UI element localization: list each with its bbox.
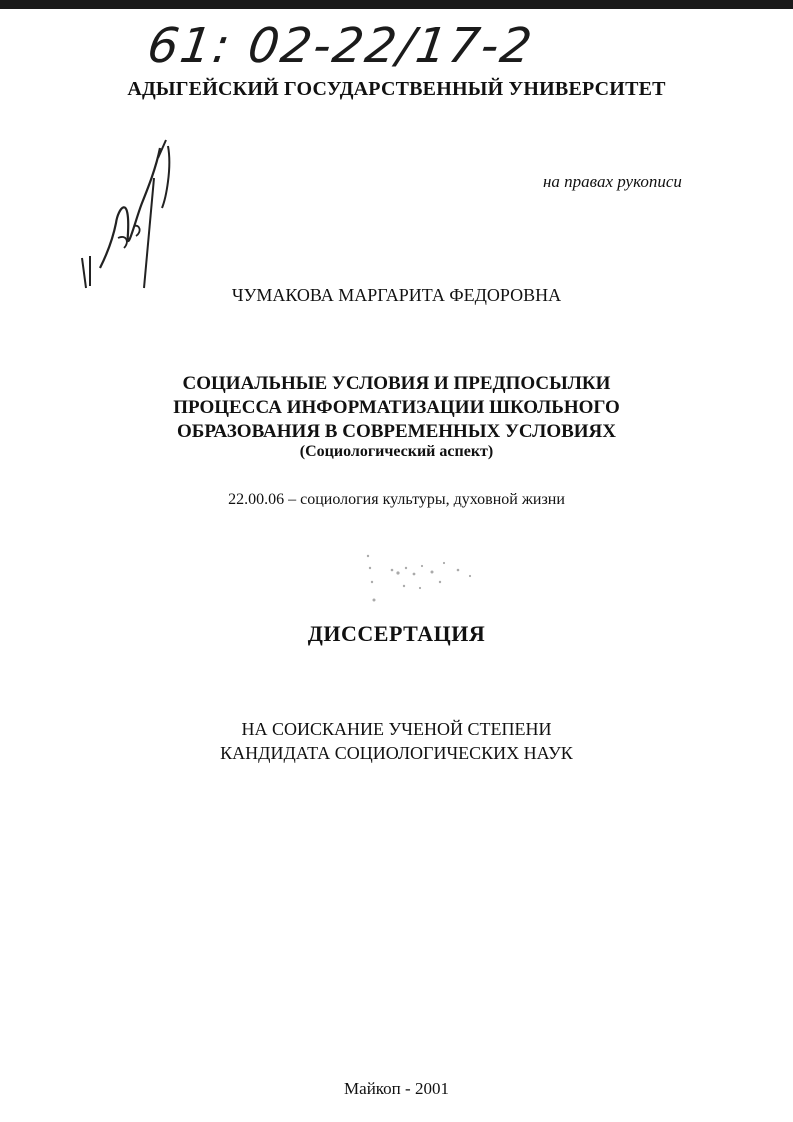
specialty-code: 22.00.06 – социология культуры, духовной жизни: [228, 491, 565, 508]
title-line: ПРОЦЕССА ИНФОРМАТИЗАЦИИ ШКОЛЬНОГО: [173, 397, 620, 418]
document-type: ДИССЕРТАЦИЯ: [307, 621, 486, 646]
city-year: Майкоп - 2001: [344, 1079, 449, 1098]
title-line: СОЦИАЛЬНЫЕ УСЛОВИЯ И ПРЕДПОСЫЛКИ: [182, 373, 611, 394]
dissertation-subtitle: (Социологический аспект): [299, 443, 494, 460]
faded-stamp-mark: [362, 548, 502, 608]
degree-line: НА СОИСКАНИЕ УЧЕНОЙ СТЕПЕНИ: [241, 719, 552, 739]
manuscript-rights-note: на правах рукописи: [543, 172, 682, 191]
university-name: АДЫГЕЙСКИЙ ГОСУДАРСТВЕННЫЙ УНИВЕРСИТЕТ: [127, 78, 666, 100]
scan-top-border: [0, 0, 793, 9]
handwritten-signature: [70, 138, 190, 298]
title-line: ОБРАЗОВАНИЯ В СОВРЕМЕННЫХ УСЛОВИЯХ: [177, 421, 616, 442]
degree-line: КАНДИДАТА СОЦИОЛОГИЧЕСКИХ НАУК: [220, 743, 573, 763]
dissertation-title: [0, 372, 793, 444]
degree-statement: [0, 717, 793, 765]
author-name: ЧУМАКОВА МАРГАРИТА ФЕДОРОВНА: [231, 285, 562, 305]
archive-number-handwritten: 61: 02-22/17-2: [144, 18, 538, 74]
